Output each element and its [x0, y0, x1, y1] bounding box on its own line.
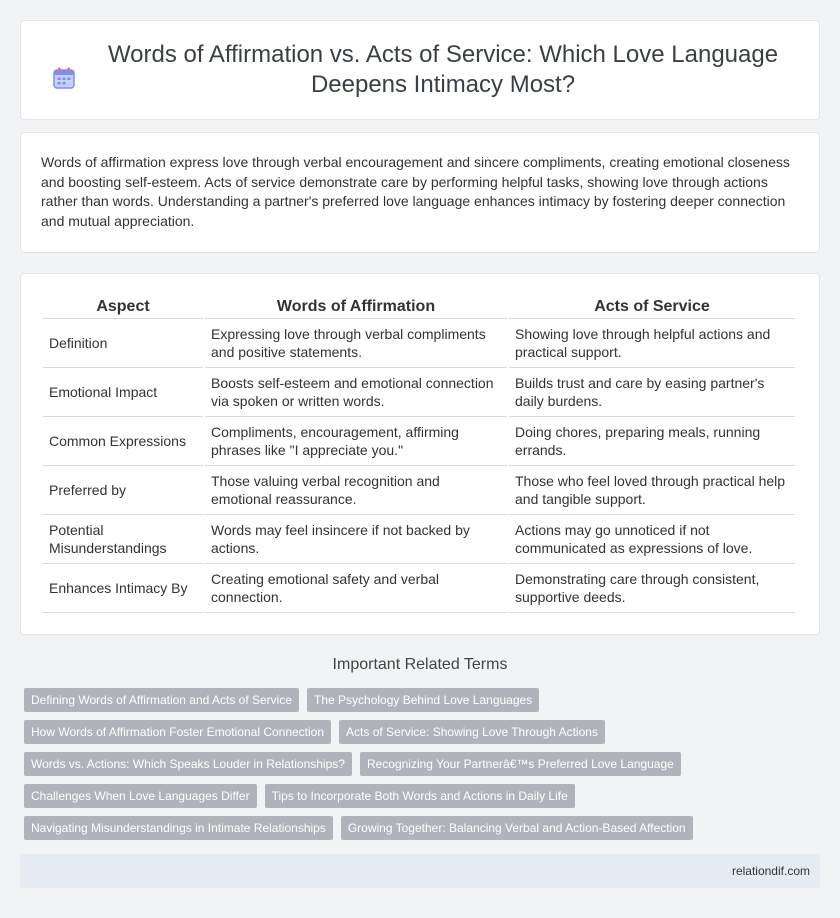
- table-row: [43, 515, 795, 564]
- page-title: Words of Affirmation vs. Acts of Service: Which Love Language Deepens Intimacy Most?: [107, 41, 779, 98]
- table-header-row: [43, 296, 795, 319]
- related-term-link[interactable]: Growing Together: Balancing Verbal and Action-Based Affection: [341, 816, 693, 840]
- table-row: [43, 417, 795, 466]
- row-words-of-affirmation: Words may feel insincere if not backed by actions.: [205, 515, 507, 564]
- related-term-link[interactable]: Words vs. Actions: Which Speaks Louder in Relationships?: [24, 752, 352, 776]
- tag-row: [24, 720, 824, 744]
- related-term-link[interactable]: The Psychology Behind Love Languages: [307, 688, 539, 712]
- intro-card: [20, 132, 820, 253]
- related-terms-title: Important Related Terms: [332, 656, 508, 673]
- related-term-link[interactable]: Navigating Misunderstandings in Intimate Relationships: [24, 816, 333, 840]
- header-words-of-affirmation: Words of Affirmation: [205, 296, 507, 319]
- related-term-link[interactable]: Recognizing Your Partnerâ€™s Preferred Love Language: [360, 752, 681, 776]
- footer: [20, 854, 820, 888]
- row-aspect: Common Expressions: [43, 417, 203, 466]
- row-words-of-affirmation: Expressing love through verbal compliments and positive statements.: [205, 319, 507, 368]
- table-row: [43, 319, 795, 368]
- calendar-icon: [52, 66, 76, 90]
- related-term-link[interactable]: Acts of Service: Showing Love Through Actions: [339, 720, 605, 744]
- footer-site-link[interactable]: relationdif.com: [731, 864, 810, 878]
- header-acts-of-service: Acts of Service: [509, 296, 795, 319]
- row-aspect: Emotional Impact: [43, 368, 203, 417]
- row-acts-of-service: Demonstrating care through consistent, supportive deeds.: [509, 564, 795, 613]
- tag-row: [24, 688, 824, 712]
- related-terms-list: [24, 688, 824, 848]
- related-term-link[interactable]: Challenges When Love Languages Differ: [24, 784, 257, 808]
- row-words-of-affirmation: Boosts self-esteem and emotional connection via spoken or written words.: [205, 368, 507, 417]
- row-acts-of-service: Doing chores, preparing meals, running errands.: [509, 417, 795, 466]
- row-aspect: Enhances Intimacy By: [43, 564, 203, 613]
- comparison-card: [20, 273, 820, 635]
- row-acts-of-service: Those who feel loved through practical help and tangible support.: [509, 466, 795, 515]
- title-card: [20, 20, 820, 120]
- table-row: [43, 368, 795, 417]
- row-aspect: Definition: [43, 319, 203, 368]
- row-acts-of-service: Builds trust and care by easing partner's daily burdens.: [509, 368, 795, 417]
- row-words-of-affirmation: Creating emotional safety and verbal connection.: [205, 564, 507, 613]
- table-row: [43, 466, 795, 515]
- row-aspect: Potential Misunderstandings: [43, 515, 203, 564]
- row-words-of-affirmation: Compliments, encouragement, affirming phrases like "I appreciate you.": [205, 417, 507, 466]
- row-aspect: Preferred by: [43, 466, 203, 515]
- header-aspect: Aspect: [43, 296, 203, 319]
- related-term-link[interactable]: Defining Words of Affirmation and Acts of Service: [24, 688, 299, 712]
- tag-row: [24, 752, 824, 776]
- row-words-of-affirmation: Those valuing verbal recognition and emotional reassurance.: [205, 466, 507, 515]
- row-acts-of-service: Actions may go unnoticed if not communicated as expressions of love.: [509, 515, 795, 564]
- comparison-table: [41, 296, 797, 613]
- tag-row: [24, 816, 824, 840]
- title-wrap: [40, 40, 800, 100]
- table-row: [43, 564, 795, 613]
- row-acts-of-service: Showing love through helpful actions and practical support.: [509, 319, 795, 368]
- related-term-link[interactable]: How Words of Affirmation Foster Emotional Connection: [24, 720, 331, 744]
- intro-paragraph: Words of affirmation express love through verbal encouragement and sincere compliments, creating emotional closeness and boosting self-esteem. Acts of service demonstrate care by performing helpful tasks, showing love through actions rather than words. Understanding a partner's preferred love language enhances intimacy by fostering deeper connection and mutual appreciation.: [41, 154, 790, 229]
- tag-row: [24, 784, 824, 808]
- related-term-link[interactable]: Tips to Incorporate Both Words and Actions in Daily Life: [265, 784, 575, 808]
